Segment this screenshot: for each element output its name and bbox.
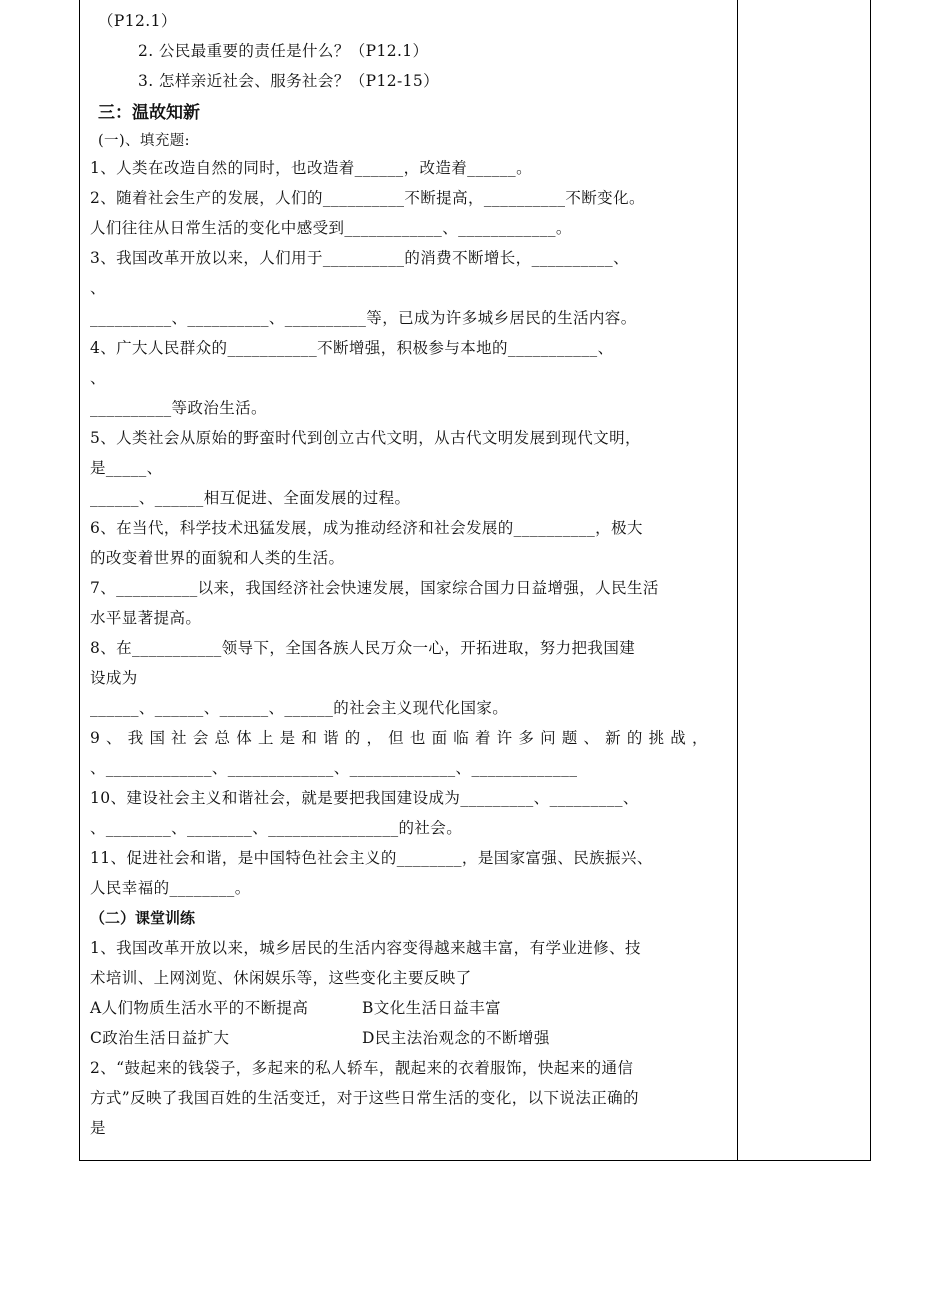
part-title: (一)、填充题:	[98, 133, 190, 149]
question-line: 是	[90, 1119, 106, 1137]
fill-blank-line: 11、促进社会和谐，是中国特色社会主义的________，是国家富强、民族振兴、	[90, 849, 653, 867]
document-content	[90, 6, 730, 1143]
fill-blank-line: 设成为	[90, 669, 138, 687]
fill-blank-line: 的改变着世界的面貌和人类的生活。	[90, 549, 345, 567]
fill-blank-line: ______、______、______、______的社会主义现代化国家。	[90, 699, 509, 717]
fill-blank-line: 、	[90, 279, 106, 297]
fill-blank-line: 6、在当代，科学技术迅猛发展，成为推动经济和社会发展的__________，极大	[90, 519, 643, 537]
question-line: 1、我国改革开放以来，城乡居民的生活内容变得越来越丰富，有学业进修、技	[90, 939, 641, 957]
fill-blank-line: 1、人类在改造自然的同时，也改造着______，改造着______。	[90, 159, 532, 177]
fill-blank-line: 、________、________、________________的社会。	[90, 819, 463, 837]
option-c: C政治生活日益扩大	[90, 1029, 230, 1047]
outline-line: 3. 怎样亲近社会、服务社会？（P12-15）	[138, 72, 440, 90]
fill-blank-line: 、_____________、_____________、_____________、_____________	[90, 759, 578, 777]
option-d: D民主法治观念的不断增强	[362, 1029, 550, 1047]
fill-blank-line: 、	[90, 369, 106, 387]
fill-blank-line: 是_____、	[90, 459, 163, 477]
section-heading: 三：温故知新	[98, 103, 200, 123]
option-row	[90, 993, 730, 1023]
question-line: 术培训、上网浏览、休闲娱乐等，这些变化主要反映了	[90, 969, 472, 987]
part-title: （二）课堂训练	[90, 909, 196, 927]
outline-line: （P12.1）	[98, 12, 177, 30]
fill-blank-line: 4、广大人民群众的___________不断增强，积极参与本地的___________、	[90, 339, 614, 357]
fill-blank-line: 7、__________以来，我国经济社会快速发展，国家综合国力日益增强，人民生活	[90, 579, 659, 597]
option-a: A人们物质生活水平的不断提高	[90, 999, 309, 1017]
fill-blank-line: __________等政治生活。	[90, 399, 267, 417]
question-line: 2、“鼓起来的钱袋子，多起来的私人轿车，靓起来的衣着服饰，快起来的通信	[90, 1059, 634, 1077]
fill-blank-line: 水平显著提高。	[90, 609, 202, 627]
table-column-divider	[737, 0, 738, 1161]
fill-blank-line: __________、__________、__________等，已成为许多城乡居民的生活内容。	[90, 309, 637, 327]
fill-blank-line: 3、我国改革开放以来，人们用于__________的消费不断增长，__________、	[90, 249, 629, 267]
fill-blank-line: 2、随着社会生产的发展，人们的__________不断提高，__________不断变化。	[90, 189, 645, 207]
fill-blank-line: ______、______相互促进、全面发展的过程。	[90, 489, 411, 507]
question-line: 方式”反映了我国百姓的生活变迁，对于这些日常生活的变化，以下说法正确的	[90, 1089, 639, 1107]
option-row	[90, 1023, 730, 1053]
outline-line: 2. 公民最重要的责任是什么？（P12.1）	[138, 42, 429, 60]
fill-blank-line: 5、人类社会从原始的野蛮时代到创立古代文明，从古代文明发展到现代文明，	[90, 429, 641, 447]
fill-blank-line: 9、我国社会总体上是和谐的，但也面临着许多问题、新的挑战，	[90, 729, 714, 747]
option-b: B文化生活日益丰富	[362, 999, 501, 1017]
fill-blank-line: 人们往往从日常生活的变化中感受到____________、____________。	[90, 219, 572, 237]
fill-blank-line: 8、在___________领导下，全国各族人民万众一心，开拓进取，努力把我国建	[90, 639, 636, 657]
fill-blank-line: 10、建设社会主义和谐社会，就是要把我国建设成为_________、_________、	[90, 789, 639, 807]
fill-blank-line: 人民幸福的________。	[90, 879, 251, 897]
